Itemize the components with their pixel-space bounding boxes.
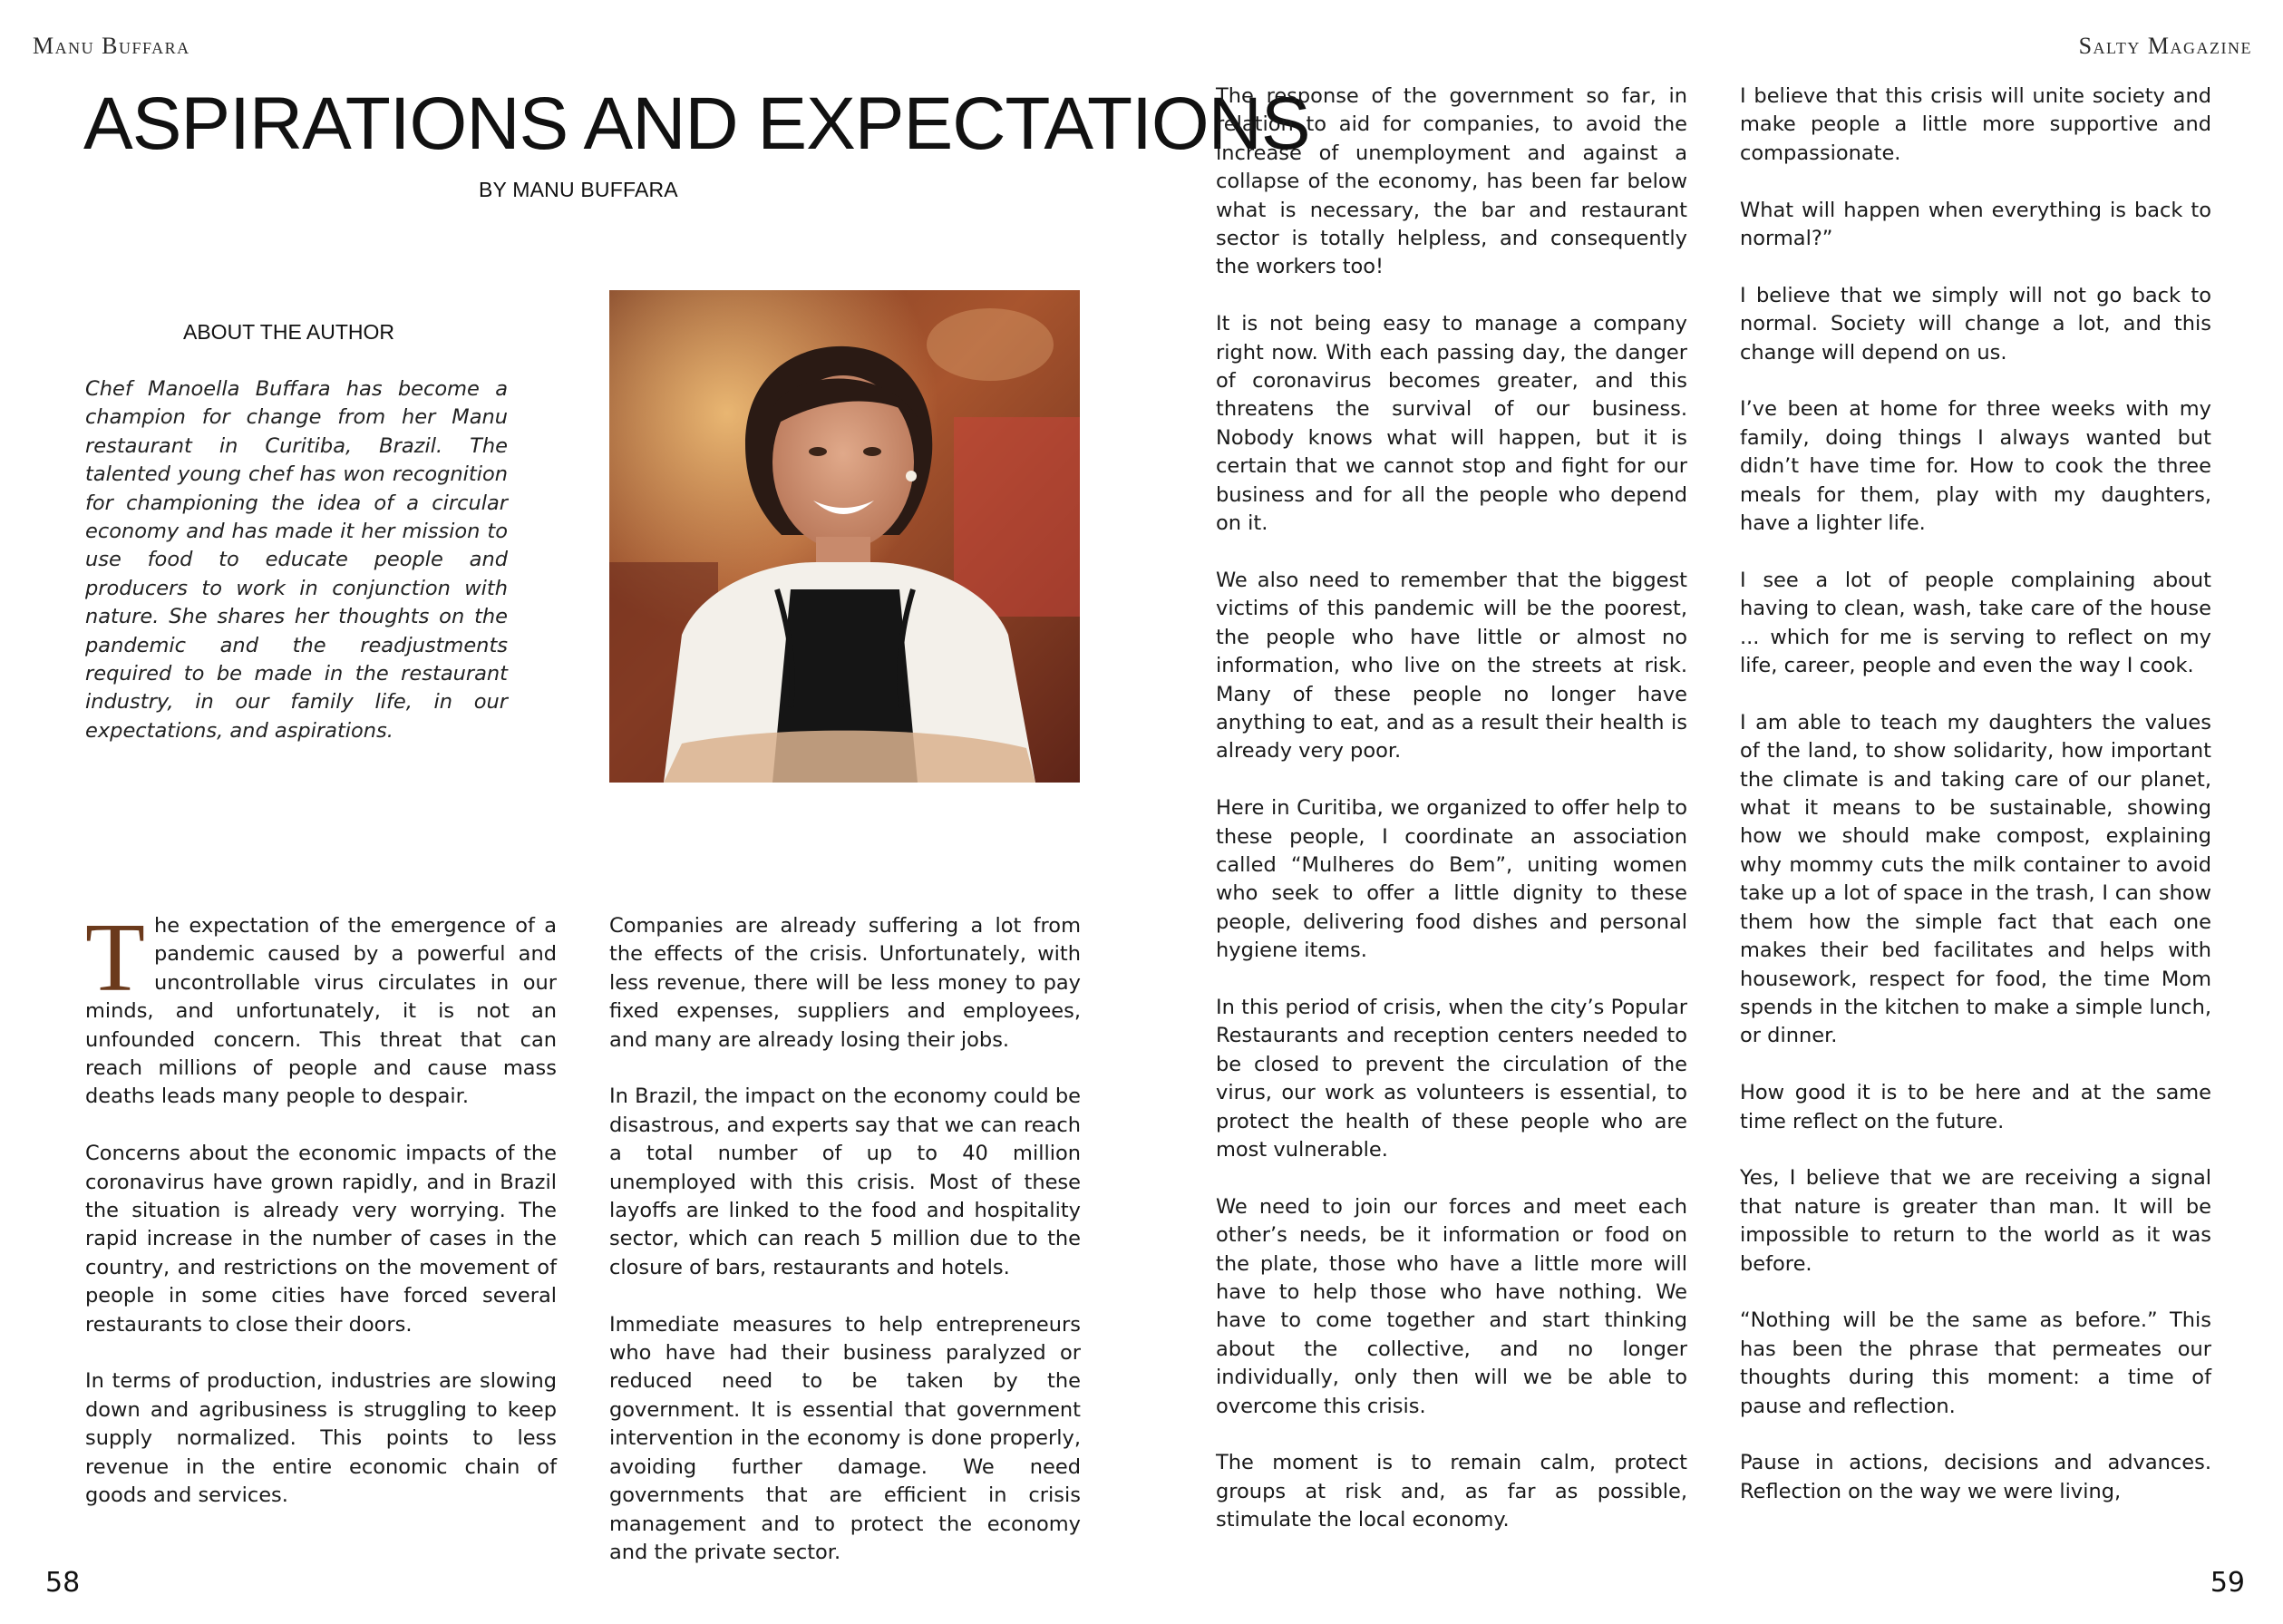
body-paragraph: The moment is to remain calm, protect groups at risk and, as far as possible, stimulate the local economy.: [1216, 1451, 1687, 1532]
body-paragraph: I see a lot of people complaining about having to clean, wash, take care of the house ... which for me is serving to reflect on my life, career, people and even the way I cook.: [1740, 568, 2211, 678]
drop-cap: T: [85, 904, 145, 1012]
body-paragraph: In this period of crisis, when the city’s Popular Restaurants and reception centers needed to be closed to prevent the circulation of the virus, our work as volunteers is essential, to protect the health of these people who are most vulnerable.: [1216, 995, 1687, 1162]
body-paragraph: The response of the government so far, in relation to aid for companies, to avoid the increase of unemployment and against a collapse of the economy, has been far below what is necessary, the bar and restaurant sector is totally helpless, and consequently the workers too!: [1216, 84, 1687, 279]
body-paragraph: It is not being easy to manage a company right now. With each passing day, the danger of coronavirus becomes greater, and this threatens the survival of our business. Nobody knows what will happen, but it is certain that we cannot stop and fight for our business and for all the people who depend on it.: [1216, 312, 1687, 536]
running-header-right: Salty Magazine: [2078, 33, 2252, 59]
body-paragraph: Yes, I believe that we are receiving a signal that nature is greater than man. It will be impossible to return to the world as it was before.: [1740, 1166, 2211, 1276]
page-number-right: 59: [2210, 1567, 2245, 1599]
body-paragraph: In terms of production, industries are slowing down and agribusiness is struggling to keep supply normalized. This points to less revenue in the entire economic chain of goods and services.: [85, 1369, 557, 1508]
about-author-text: Chef Manoella Buffara has become a champion for change from her Manu restaurant in Curitiba, Brazil. The talented young chef has won recognition for championing the idea of a circular economy and has made it her mission to use food to educate people and producers to work in conjunction with nature. She shares her thoughts on the pandemic and the readjustments required to be made in the restaurant industry, in our family life, in our expectations, and aspirations.: [85, 377, 508, 743]
about-author-heading: ABOUT THE AUTHOR: [183, 320, 395, 344]
body-paragraph: Concerns about the economic impacts of the coronavirus have grown rapidly, and in Brazil the situation is already very worrying. The rapid increase in the number of cases in the country, and restrictions on the movement of people in some cities have forced several restaurants to close their doors.: [85, 1142, 557, 1337]
body-paragraph: Pause in actions, decisions and advances. Reflection on the way we were living,: [1740, 1451, 2211, 1503]
body-column-2: [609, 912, 1081, 1596]
body-paragraph: Companies are already suffering a lot from the effects of the crisis. Unfortunately, with less revenue, there will be less money to pay fixed expenses, suppliers and employees, and many are already losing their jobs.: [609, 914, 1081, 1052]
article-title: ASPIRATIONS AND EXPECTATIONS: [83, 83, 1310, 165]
body-paragraph: “Nothing will be the same as before.” This has been the phrase that permeates our thoughts during this moment: a time of pause and reflection.: [1740, 1308, 2211, 1418]
body-paragraph: How good it is to be here and at the same time reflect on the future.: [1740, 1081, 2211, 1133]
body-paragraph: In Brazil, the impact on the economy could be disastrous, and experts say that we can reach a total number of up to 40 million unemployed with this crisis. Most of these layoffs are linked to the food and hospitality sector, which can reach 5 million due to the closure of bars, restaurants and hotels.: [609, 1084, 1081, 1279]
article-byline: BY MANU BUFFARA: [479, 178, 678, 201]
body-paragraph: The expectation of the emergence of a pandemic caused by a powerful and uncontrollable virus circulates in our minds, and unfortunately, it is not an unfounded concern. This threat that can reach millions of people and cause mass deaths leads many people to despair.: [85, 904, 557, 1109]
chef-portrait-photo: [609, 290, 1080, 783]
body-paragraph: I am able to teach my daughters the values of the land, to show solidarity, how important the climate is and taking care of our planet, what it means to be sustainable, showing how we should make compost, explaining why mommy cuts the milk container to avoid take up a lot of space in the trash, I can show them how the simple fact that each one makes their bed facilitates and helps with housework, respect for food, the time Mom spends in the kitchen to make a simple lunch, or dinner.: [1740, 710, 2211, 1048]
body-column-3: [1216, 83, 1687, 1563]
body-paragraph: We also need to remember that the biggest victims of this pandemic will be the poorest, the people who have little or almost no information, who live on the streets at risk. Many of these people no longer have anything to eat, and as a result their health is already very poor.: [1216, 568, 1687, 763]
body-paragraph: Here in Curitiba, we organized to offer help to these people, I coordinate an association called “Mulheres do Bem”, uniting women who seek to offer a little dignity to these people, delivering food dishes and personal hygiene items.: [1216, 796, 1687, 963]
running-header-left: Manu Buffara: [33, 33, 190, 59]
body-column-4: [1740, 83, 2211, 1535]
chef-portrait-image: [609, 290, 1080, 783]
body-paragraph: I’ve been at home for three weeks with my family, doing things I always wanted but didn’t have time for. How to cook the three meals for them, play with my daughters, have a lighter life.: [1740, 397, 2211, 536]
body-paragraph: I believe that we simply will not go back to normal. Society will change a lot, and this change will depend on us.: [1740, 283, 2211, 365]
body-column-1: [85, 904, 557, 1539]
body-paragraph: Immediate measures to help entrepreneurs who have had their business paralyzed or reduced need to be taken by the government. It is essential that government intervention in the economy is done properly, avoiding further damage. We need governments that are efficient in crisis management and to protect the economy and the private sector.: [609, 1312, 1081, 1564]
body-paragraph: We need to join our forces and meet each other’s needs, be it information or food on the plate, those who have a little more will have to help those who have nothing. We have to come together and start thinking about the collective, and no longer individually, only then will we be able to overcome this crisis.: [1216, 1194, 1687, 1418]
page-number-left: 58: [45, 1567, 81, 1599]
body-paragraph: What will happen when everything is back to normal?”: [1740, 198, 2211, 251]
body-paragraph: I believe that this crisis will unite society and make people a little more supportive and compassionate.: [1740, 84, 2211, 165]
